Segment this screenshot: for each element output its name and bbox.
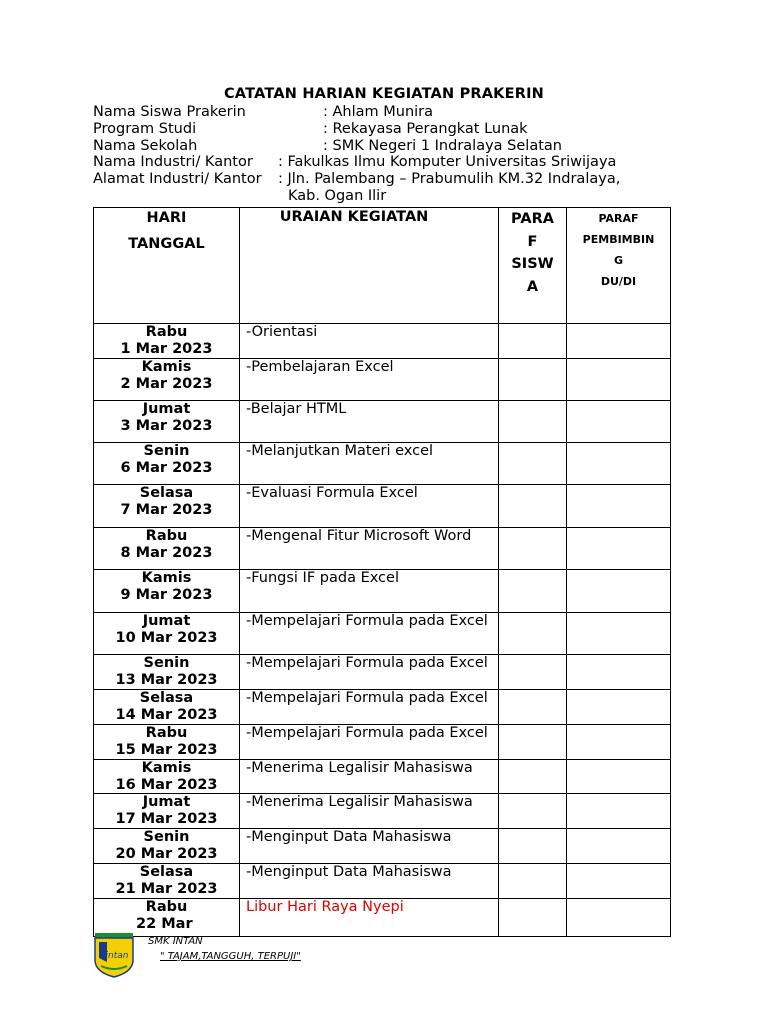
table-row bbox=[94, 760, 671, 794]
activity-cell bbox=[240, 613, 499, 655]
supervisor-sign-cell[interactable] bbox=[567, 324, 671, 359]
info-label: Program Studi bbox=[93, 120, 197, 137]
student-sign-cell[interactable] bbox=[499, 725, 567, 760]
header-day: HARI bbox=[146, 210, 187, 226]
activity-text: -Mempelajari Formula pada Excel bbox=[246, 690, 488, 706]
day-date-cell bbox=[94, 829, 240, 864]
date: 21 Mar 2023 bbox=[115, 880, 218, 897]
activity-text: -Mempelajari Formula pada Excel bbox=[246, 725, 488, 741]
info-value: : SMK Negeri 1 Indralaya Selatan bbox=[323, 137, 562, 154]
info-label: Nama Sekolah bbox=[93, 137, 198, 154]
footer-motto: " TAJAM,TANGGUH, TERPUJI" bbox=[160, 951, 301, 962]
activity-text: -Orientasi bbox=[246, 324, 318, 340]
activity-text: -Evaluasi Formula Excel bbox=[246, 485, 418, 501]
table-row bbox=[94, 570, 671, 613]
activity-cell bbox=[240, 324, 499, 359]
student-sign-cell[interactable] bbox=[499, 528, 567, 570]
day-name: Jumat bbox=[142, 613, 191, 629]
day-name: Jumat bbox=[142, 401, 191, 417]
table-row bbox=[94, 690, 671, 725]
day-date-cell bbox=[94, 655, 240, 690]
day-name: Rabu bbox=[145, 725, 188, 741]
table-row bbox=[94, 794, 671, 829]
date: 9 Mar 2023 bbox=[120, 586, 213, 603]
day-date-cell bbox=[94, 760, 240, 794]
day-name: Selasa bbox=[139, 864, 194, 880]
table-row bbox=[94, 864, 671, 899]
day-date-cell bbox=[94, 485, 240, 528]
activity-text: -Menginput Data Mahasiswa bbox=[246, 864, 452, 880]
logo-text: intan bbox=[105, 951, 129, 961]
date: 20 Mar 2023 bbox=[115, 845, 218, 862]
supervisor-sign-cell[interactable] bbox=[567, 760, 671, 794]
day-name: Kamis bbox=[141, 570, 192, 586]
day-name: Kamis bbox=[141, 760, 192, 776]
activity-text: -Melanjutkan Materi excel bbox=[246, 443, 434, 459]
student-sign-cell[interactable] bbox=[499, 899, 567, 937]
day-name: Selasa bbox=[139, 690, 194, 706]
header-student-sign: PARA F SISW A bbox=[499, 208, 567, 324]
date: 1 Mar 2023 bbox=[120, 340, 213, 357]
table-row bbox=[94, 401, 671, 443]
supervisor-sign-cell[interactable] bbox=[567, 570, 671, 613]
activity-text: -Fungsi IF pada Excel bbox=[246, 570, 399, 586]
date: 2 Mar 2023 bbox=[120, 375, 213, 392]
activity-cell bbox=[240, 655, 499, 690]
day-date-cell bbox=[94, 725, 240, 760]
day-name: Senin bbox=[143, 443, 190, 459]
supervisor-sign-cell[interactable] bbox=[567, 485, 671, 528]
activity-text: -Mengenal Fitur Microsoft Word bbox=[246, 528, 472, 544]
supervisor-sign-cell[interactable] bbox=[567, 528, 671, 570]
student-sign-cell[interactable] bbox=[499, 613, 567, 655]
supervisor-sign-cell[interactable] bbox=[567, 613, 671, 655]
supervisor-sign-cell[interactable] bbox=[567, 725, 671, 760]
day-date-cell bbox=[94, 528, 240, 570]
supervisor-sign-cell[interactable] bbox=[567, 690, 671, 725]
day-date-cell bbox=[94, 864, 240, 899]
info-label: Alamat Industri/ Kantor bbox=[93, 171, 262, 188]
student-sign-cell[interactable] bbox=[499, 655, 567, 690]
date: 13 Mar 2023 bbox=[115, 671, 218, 688]
activity-text: -Menginput Data Mahasiswa bbox=[246, 829, 452, 845]
student-sign-cell[interactable] bbox=[499, 443, 567, 485]
table-row bbox=[94, 443, 671, 485]
date: 16 Mar 2023 bbox=[115, 776, 218, 793]
date: 14 Mar 2023 bbox=[115, 706, 218, 723]
student-sign-cell[interactable] bbox=[499, 359, 567, 401]
student-sign-cell[interactable] bbox=[499, 794, 567, 829]
supervisor-sign-cell[interactable] bbox=[567, 401, 671, 443]
footer-school-name: SMK INTAN bbox=[148, 936, 203, 947]
date: 6 Mar 2023 bbox=[120, 459, 213, 476]
day-date-cell bbox=[94, 794, 240, 829]
day-name: Selasa bbox=[139, 485, 194, 501]
supervisor-sign-cell[interactable] bbox=[567, 829, 671, 864]
table-row bbox=[94, 655, 671, 690]
day-name: Rabu bbox=[145, 899, 188, 915]
info-value-continuation: Kab. Ogan Ilir bbox=[288, 187, 387, 204]
supervisor-sign-cell[interactable] bbox=[567, 443, 671, 485]
table-row bbox=[94, 359, 671, 401]
supervisor-sign-cell[interactable] bbox=[567, 899, 671, 937]
activity-text: -Belajar HTML bbox=[246, 401, 347, 417]
day-date-cell bbox=[94, 899, 240, 937]
activity-text: -Menerima Legalisir Mahasiswa bbox=[246, 794, 473, 810]
activity-cell bbox=[240, 690, 499, 725]
supervisor-sign-cell[interactable] bbox=[567, 864, 671, 899]
activity-cell bbox=[240, 864, 499, 899]
activity-cell bbox=[240, 829, 499, 864]
supervisor-sign-cell[interactable] bbox=[567, 655, 671, 690]
student-sign-cell[interactable] bbox=[499, 829, 567, 864]
student-sign-cell[interactable] bbox=[499, 570, 567, 613]
student-sign-cell[interactable] bbox=[499, 324, 567, 359]
day-date-cell bbox=[94, 324, 240, 359]
student-sign-cell[interactable] bbox=[499, 485, 567, 528]
student-sign-cell[interactable] bbox=[499, 864, 567, 899]
student-sign-cell[interactable] bbox=[499, 690, 567, 725]
date: 17 Mar 2023 bbox=[115, 810, 218, 827]
activity-cell bbox=[240, 899, 499, 937]
activity-text: Libur Hari Raya Nyepi bbox=[246, 899, 404, 915]
activity-text: -Mempelajari Formula pada Excel bbox=[246, 655, 488, 671]
date: 7 Mar 2023 bbox=[120, 501, 213, 518]
document-title: CATATAN HARIAN KEGIATAN PRAKERIN bbox=[223, 86, 545, 102]
table-row bbox=[94, 528, 671, 570]
student-sign-cell[interactable] bbox=[499, 401, 567, 443]
activity-cell bbox=[240, 359, 499, 401]
activity-cell bbox=[240, 443, 499, 485]
activity-cell bbox=[240, 760, 499, 794]
date: 15 Mar 2023 bbox=[115, 741, 218, 758]
school-logo bbox=[93, 932, 135, 978]
day-date-cell bbox=[94, 690, 240, 725]
info-value: : Rekayasa Perangkat Lunak bbox=[323, 120, 528, 137]
day-name: Senin bbox=[143, 655, 190, 671]
table-row bbox=[94, 324, 671, 359]
supervisor-sign-cell[interactable] bbox=[567, 794, 671, 829]
day-date-cell bbox=[94, 401, 240, 443]
activity-log-table bbox=[93, 207, 671, 937]
table-row bbox=[94, 899, 671, 937]
header-supervisor-sign: PARAF PEMBIMBIN G DU/DI bbox=[567, 208, 671, 324]
student-sign-cell[interactable] bbox=[499, 760, 567, 794]
day-name: Senin bbox=[143, 829, 190, 845]
table-row bbox=[94, 485, 671, 528]
header-activity: URAIAN KEGIATAN bbox=[240, 208, 499, 324]
activity-cell bbox=[240, 570, 499, 613]
header-date: TANGGAL bbox=[128, 236, 205, 252]
info-value: : Jln. Palembang – Prabumulih KM.32 Indralaya, bbox=[278, 171, 621, 188]
day-name: Jumat bbox=[142, 794, 191, 810]
day-name: Rabu bbox=[145, 324, 188, 340]
date: 3 Mar 2023 bbox=[120, 417, 213, 434]
table-row bbox=[94, 613, 671, 655]
table-row bbox=[94, 829, 671, 864]
info-label: Nama Siswa Prakerin bbox=[93, 104, 246, 120]
info-label: Nama Industri/ Kantor bbox=[93, 154, 253, 171]
activity-text: -Mempelajari Formula pada Excel bbox=[246, 613, 488, 629]
day-date-cell bbox=[94, 570, 240, 613]
day-date-cell bbox=[94, 613, 240, 655]
day-date-cell bbox=[94, 443, 240, 485]
info-value: : Fakulkas Ilmu Komputer Universitas Sriwijaya bbox=[278, 154, 617, 171]
activity-cell bbox=[240, 528, 499, 570]
activity-cell bbox=[240, 485, 499, 528]
date: 22 Mar bbox=[136, 915, 193, 932]
day-date-cell bbox=[94, 359, 240, 401]
table-row bbox=[94, 725, 671, 760]
activity-text: -Pembelajaran Excel bbox=[246, 359, 394, 375]
date: 8 Mar 2023 bbox=[120, 544, 213, 561]
activity-cell bbox=[240, 725, 499, 760]
date: 10 Mar 2023 bbox=[115, 629, 218, 646]
day-name: Kamis bbox=[141, 359, 192, 375]
activity-cell bbox=[240, 794, 499, 829]
info-value: : Ahlam Munira bbox=[323, 104, 434, 120]
supervisor-sign-cell[interactable] bbox=[567, 359, 671, 401]
activity-cell bbox=[240, 401, 499, 443]
day-name: Rabu bbox=[145, 528, 188, 544]
activity-text: -Menerima Legalisir Mahasiswa bbox=[246, 760, 473, 776]
